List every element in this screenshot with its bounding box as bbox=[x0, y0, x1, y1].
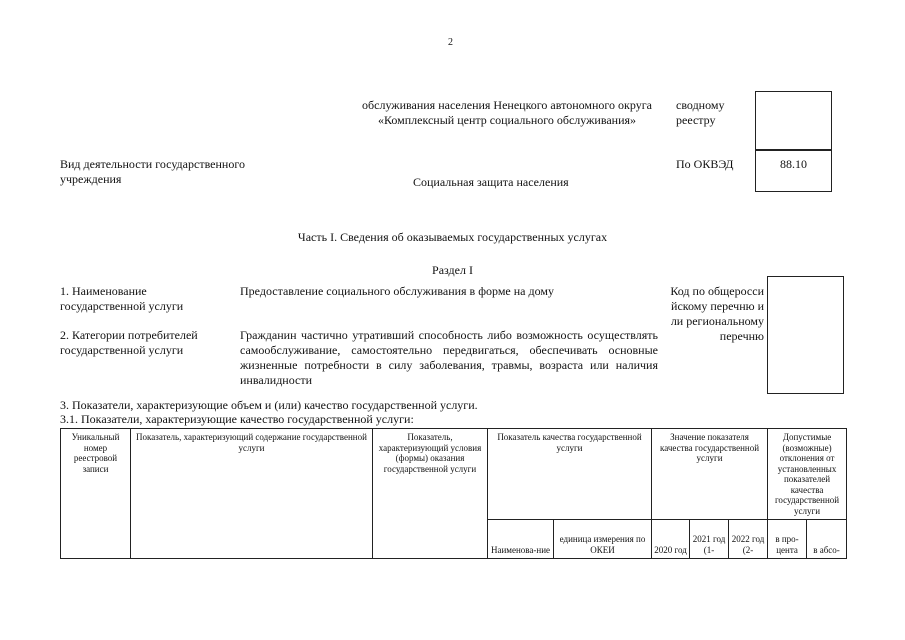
indicators-title: 3. Показатели, характеризующие объем и (или) качество государственной услуги. bbox=[60, 398, 478, 412]
consumers-label: 2. Категории потребителей государственной услуги bbox=[60, 328, 198, 357]
activity-value: Социальная защита населения bbox=[413, 175, 569, 189]
service-name-value: Предоставление социального обслуживания в форме на дому bbox=[240, 284, 554, 298]
okved-code: 88.10 bbox=[780, 157, 807, 171]
quality-indicators-table bbox=[60, 428, 847, 559]
section-title: Раздел I bbox=[432, 263, 473, 277]
col-quality-indicator: Показатель качества государственной услуги bbox=[488, 429, 652, 520]
sub-deviation-absolute: в абсо- bbox=[807, 520, 847, 559]
table-header-row bbox=[61, 429, 847, 520]
part-title: Часть I. Сведения об оказываемых государственных услугах bbox=[297, 230, 608, 244]
sub-year-2021: 2021 год (1- bbox=[690, 520, 729, 559]
activity-label: Вид деятельности государственного учреждения bbox=[60, 157, 245, 186]
sub-unit-okei: единица измерения по ОКЕИ bbox=[554, 520, 652, 559]
okved-label: По ОКВЭД bbox=[676, 157, 734, 171]
col-unique-number: Уникальный номер реестровой записи bbox=[61, 429, 131, 559]
registry-label: сводному реестру bbox=[676, 98, 725, 127]
service-code-box bbox=[767, 276, 844, 394]
col-service-content: Показатель, характеризующий содержание государственной услуги bbox=[131, 429, 373, 559]
registry-code-box bbox=[755, 91, 832, 150]
organization-name: обслуживания населения Ненецкого автономного округа «Комплексный центр социального обслуживания» bbox=[362, 98, 652, 127]
service-name-label: 1. Наименование государственной услуги bbox=[60, 284, 184, 313]
sub-year-2022: 2022 год (2- bbox=[729, 520, 768, 559]
sub-deviation-percent: в про-цента bbox=[768, 520, 807, 559]
page-number: 2 bbox=[448, 37, 453, 48]
consumers-value: Гражданин частично утративший способность либо возможность осуществлять самообслуживание, самостоятельно передвигаться, обеспечивать основные жизненные потребности в силу заболевания, травмы, возраста или наличия инвалидности bbox=[240, 328, 658, 387]
col-service-conditions: Показатель, характеризующий условия (формы) оказания государственной услуги bbox=[373, 429, 488, 559]
okved-code-box bbox=[755, 150, 832, 192]
col-indicator-value: Значение показателя качества государственной услуги bbox=[652, 429, 768, 520]
sub-indicator-name: Наименова-ние bbox=[488, 520, 554, 559]
quality-title: 3.1. Показатели, характеризующие качество государственной услуги: bbox=[60, 412, 414, 426]
service-code-label: Код по общероссийскому перечню или региональному перечню bbox=[670, 284, 764, 343]
sub-year-2020: 2020 год bbox=[652, 520, 690, 559]
col-allowed-deviation: Допустимые (возможные) отклонения от установленных показателей качества государственной услуги bbox=[768, 429, 847, 520]
